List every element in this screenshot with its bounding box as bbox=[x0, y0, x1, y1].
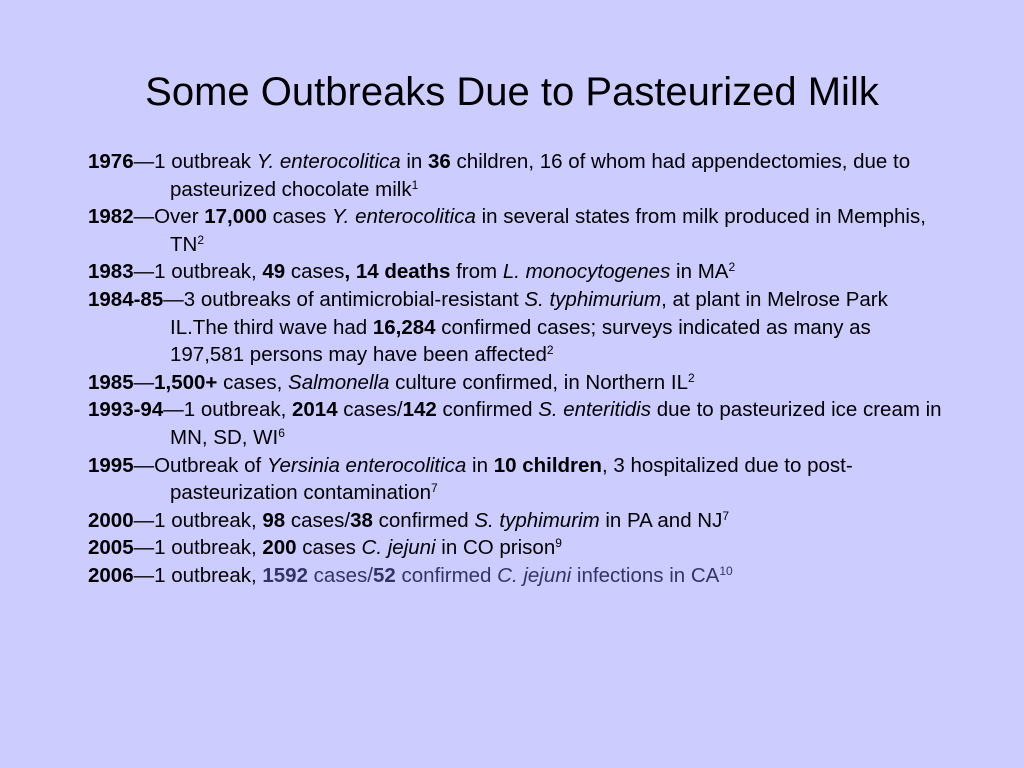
outbreak-entry-1976 bbox=[88, 148, 948, 203]
entry-organism: L. monocytogenes bbox=[502, 260, 671, 284]
entry-text: in bbox=[400, 150, 429, 173]
entry-year: 2005 bbox=[88, 536, 134, 560]
outbreak-entry-1983 bbox=[88, 258, 948, 286]
entry-confirmed-count: 38 bbox=[350, 508, 373, 532]
entry-text: from bbox=[450, 260, 503, 284]
slide-title: Some Outbreaks Due to Pasteurized Milk bbox=[145, 70, 879, 114]
entry-organism: Y. enterocolitica bbox=[331, 205, 476, 229]
entry-organism: Y. enterocolitica bbox=[256, 150, 401, 173]
entry-organism: S. enteritidis bbox=[538, 398, 651, 422]
entry-reference: 6 bbox=[278, 425, 285, 440]
entry-text: 1 outbreak bbox=[154, 150, 257, 173]
entry-organism: C. jejuni bbox=[361, 536, 436, 560]
entry-reference: 7 bbox=[430, 481, 438, 496]
outbreak-entry-2006 bbox=[88, 562, 948, 590]
entry-text: cases/ bbox=[307, 563, 373, 587]
entry-text: 1 outbreak, bbox=[154, 536, 263, 560]
entry-year: 1982 bbox=[88, 205, 134, 229]
entry-count: 1592 bbox=[262, 563, 308, 587]
entry-text: in bbox=[466, 453, 494, 477]
entry-dash: — bbox=[133, 150, 155, 173]
entry-count: 17,000 bbox=[204, 205, 267, 229]
entry-text: 1 outbreak, bbox=[154, 563, 263, 587]
entry-year: 1985 bbox=[88, 370, 134, 394]
entry-text: in CO prison bbox=[435, 536, 556, 560]
outbreak-list bbox=[88, 148, 948, 590]
entry-dash: — bbox=[163, 398, 184, 422]
entry-text: 1 outbreak, bbox=[183, 398, 292, 422]
entry-year: 1993-94 bbox=[88, 398, 164, 422]
entry-text: cases/ bbox=[285, 508, 351, 532]
entry-reference: 10 bbox=[719, 563, 733, 578]
entry-reference: 1 bbox=[411, 177, 419, 192]
entry-confirmed-count: 52 bbox=[372, 563, 396, 587]
entry-organism: Salmonella bbox=[288, 370, 390, 394]
entry-reference: 9 bbox=[555, 536, 562, 551]
entry-year: 1976 bbox=[88, 150, 134, 173]
entry-year: 1995 bbox=[88, 453, 134, 477]
entry-reference: 7 bbox=[722, 508, 730, 523]
entry-text: confirmed cases; surveys indicated as many as 197,581 persons may have been affected bbox=[170, 315, 871, 367]
entry-text: cases/ bbox=[337, 398, 403, 422]
entry-count: 49 bbox=[262, 260, 286, 284]
entry-deaths: , 14 deaths bbox=[344, 260, 451, 284]
entry-text: due to pasteurized ice cream in MN, SD, WI bbox=[170, 398, 942, 449]
entry-organism: C. jejuni bbox=[497, 563, 572, 587]
entry-dash: — bbox=[163, 287, 184, 311]
entry-count: 200 bbox=[262, 536, 297, 560]
entry-text: culture confirmed, in Northern IL bbox=[389, 370, 688, 394]
entry-text: cases bbox=[296, 536, 362, 560]
outbreak-entry-1993-94 bbox=[88, 396, 948, 451]
entry-year: 1984-85 bbox=[88, 287, 164, 311]
entry-count: 2014 bbox=[292, 398, 338, 422]
entry-text: 3 outbreaks of antimicrobial-resistant bbox=[183, 287, 525, 311]
entry-text: confirmed bbox=[395, 563, 498, 587]
entry-text: cases bbox=[266, 205, 332, 229]
entry-dash: — bbox=[133, 508, 155, 532]
entry-dash: — bbox=[133, 563, 155, 587]
outbreak-entry-1982 bbox=[88, 203, 948, 258]
entry-dash: — bbox=[133, 370, 155, 394]
entry-reference: 2 bbox=[546, 343, 554, 358]
entry-reference: 2 bbox=[197, 232, 205, 247]
entry-organism: S. typhimurim bbox=[474, 508, 600, 532]
entry-dash: — bbox=[133, 205, 155, 229]
outbreak-entry-1995 bbox=[88, 452, 948, 507]
entry-year: 2006 bbox=[88, 563, 134, 587]
entry-text: cases bbox=[285, 260, 345, 284]
entry-text: 1 outbreak, bbox=[154, 260, 263, 284]
entry-text: , at plant in Melrose Park IL.The third wave had bbox=[170, 287, 888, 339]
entry-confirmed-count: 142 bbox=[402, 398, 437, 422]
entry-dash: — bbox=[133, 260, 155, 284]
entry-text: in MA bbox=[670, 260, 729, 284]
entry-text: cases, bbox=[217, 370, 289, 394]
entry-count: 98 bbox=[262, 508, 286, 532]
outbreak-entry-2000 bbox=[88, 507, 948, 535]
entry-text: children, 16 of whom had appendectomies, due to pasteurized chocolate milk bbox=[170, 150, 911, 201]
entry-organism: Yersinia enterocolitica bbox=[266, 453, 467, 477]
entry-count: 1,500+ bbox=[154, 370, 218, 394]
outbreak-entry-2005 bbox=[88, 534, 948, 562]
entry-text: Over bbox=[154, 205, 205, 229]
entry-year: 2000 bbox=[88, 508, 134, 532]
entry-text: 1 outbreak, bbox=[154, 508, 263, 532]
entry-count: 16,284 bbox=[372, 315, 436, 339]
entry-text: Outbreak of bbox=[154, 453, 267, 477]
outbreak-entry-1984-85 bbox=[88, 286, 948, 369]
entry-count: 10 children bbox=[493, 453, 602, 477]
outbreak-entry-1985 bbox=[88, 369, 948, 397]
entry-text: confirmed bbox=[372, 508, 475, 532]
entry-reference: 2 bbox=[728, 260, 736, 275]
entry-text: , 3 hospitalized due to post-pasteurization contamination bbox=[170, 453, 853, 505]
entry-organism: S. typhimurium bbox=[524, 287, 662, 311]
entry-text: infections in CA bbox=[571, 563, 720, 587]
entry-dash: — bbox=[133, 453, 155, 477]
entry-text: in several states from milk produced in Memphis, TN bbox=[170, 205, 926, 256]
entry-count: 36 bbox=[428, 150, 451, 173]
entry-text: in PA and NJ bbox=[599, 508, 723, 532]
entry-year: 1983 bbox=[88, 260, 134, 284]
entry-text: confirmed bbox=[436, 398, 539, 422]
entry-dash: — bbox=[133, 536, 155, 560]
entry-reference: 2 bbox=[687, 370, 695, 385]
